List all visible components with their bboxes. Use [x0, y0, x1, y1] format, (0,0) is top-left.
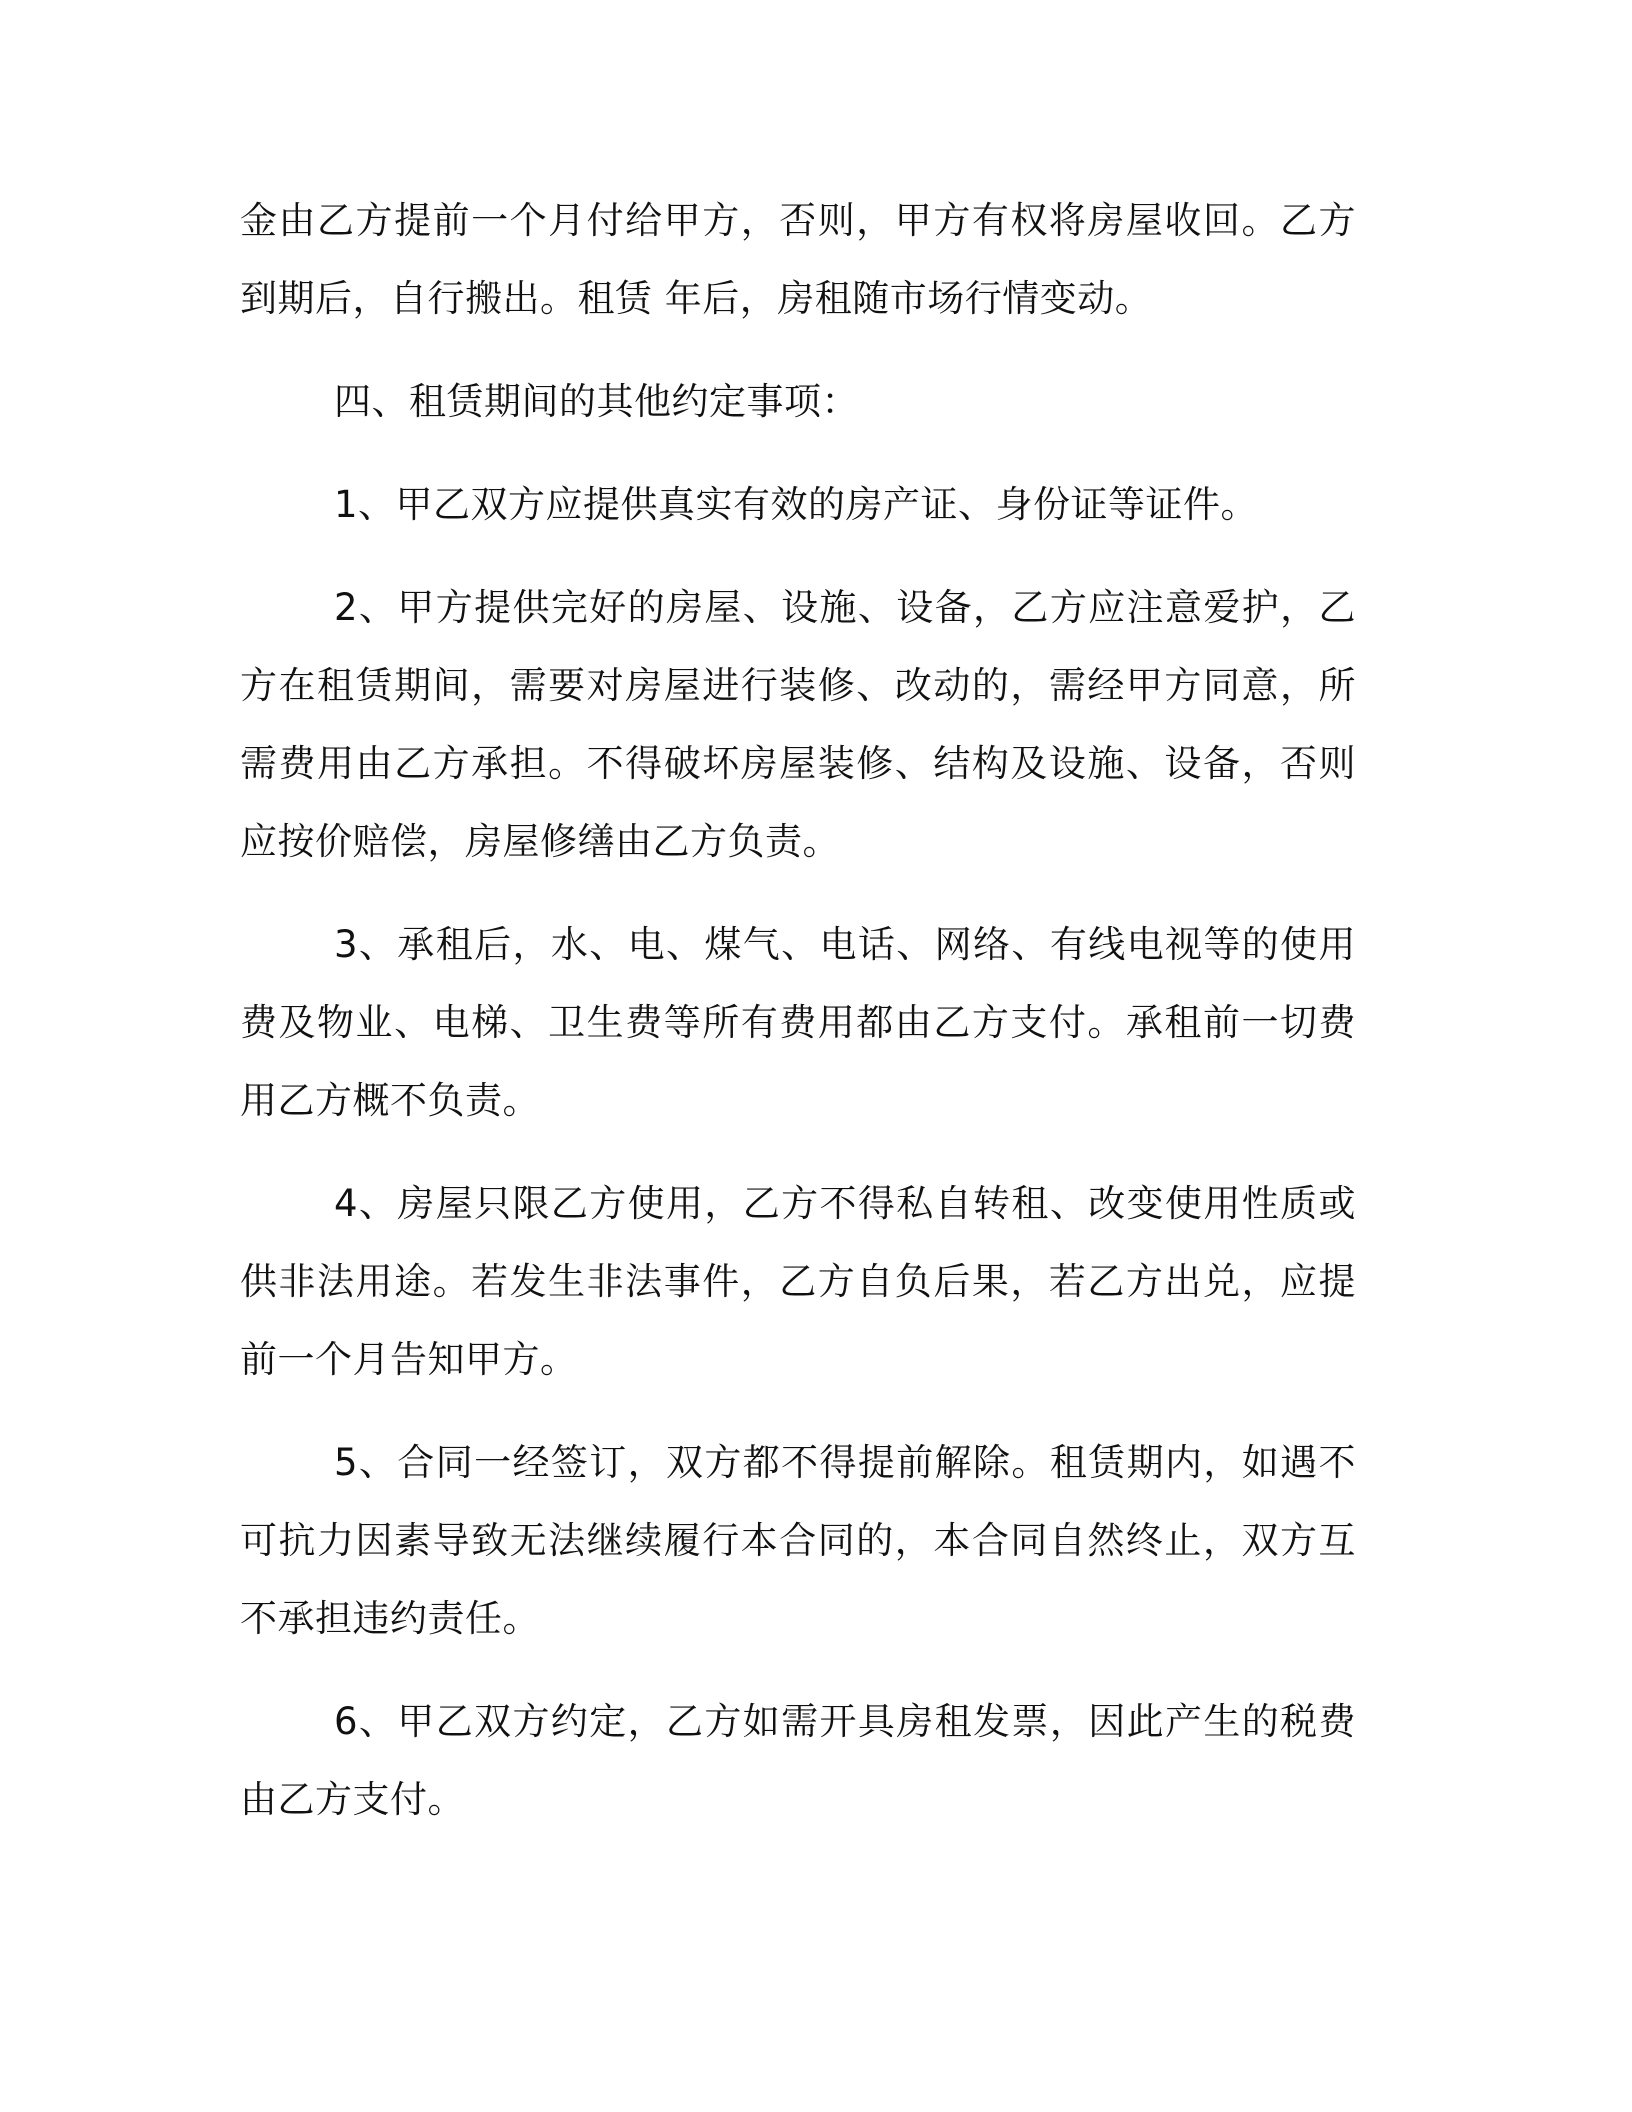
clause-2-facilities: 2、甲方提供完好的房屋、设施、设备，乙方应注意爱护，乙方在租赁期间，需要对房屋进行装修、改动的，需经甲方同意，所需费用由乙方承担。不得破坏房屋装修、结构及设施、设备，否则应按价赔偿，房屋修缮由乙方负责。 [240, 586, 1356, 863]
clause-4-usage: 4、房屋只限乙方使用，乙方不得私自转租、改变使用性质或供非法用途。若发生非法事件，乙方自负后果，若乙方出兑，应提前一个月告知甲方。 [240, 1182, 1356, 1381]
clause-6-invoice: 6、甲乙双方约定，乙方如需开具房租发票，因此产生的税费由乙方支付。 [240, 1700, 1356, 1821]
clause-3-fees: 3、承租后，水、电、煤气、电话、网络、有线电视等的使用费及物业、电梯、卫生费等所有费用都由乙方支付。承租前一切费用乙方概不负责。 [240, 923, 1356, 1122]
clause-5-termination: 5、合同一经签订，双方都不得提前解除。租赁期内，如遇不可抗力因素导致无法继续履行本合同的，本合同自然终止，双方互不承担违约责任。 [240, 1441, 1356, 1640]
contract-text-body [240, 182, 1356, 1839]
section-heading-other-terms: 四、租赁期间的其他约定事项： [334, 380, 859, 423]
clause-1-documents: 1、甲乙双方应提供真实有效的房产证、身份证等证件。 [334, 483, 1259, 526]
paragraph-rent-continuation: 金由乙方提前一个月付给甲方，否则，甲方有权将房屋收回。乙方到期后，自行搬出。租赁 年后，房租随市场行情变动。 [240, 199, 1356, 320]
